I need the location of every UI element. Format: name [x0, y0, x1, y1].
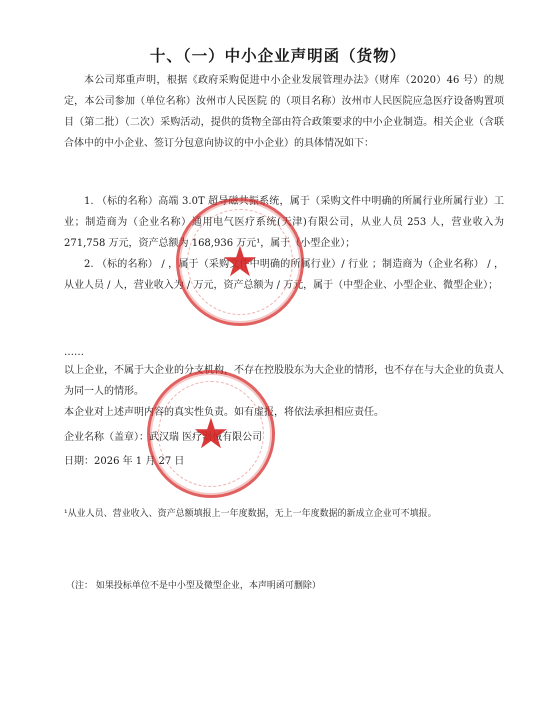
responsibility-line: 本企业对上述声明内容的真实性负责。如有虚报，将依法承担相应责任。 [64, 407, 384, 418]
date-line: 日期：2026 年 1 月 27 日 [64, 456, 185, 467]
item-1: 1. （标的名称）高端 3.0T 超导磁共振系统，属于（采购文件中明确的所属行业所属行业）工业；制造商为（企业名称）通用电气医疗系统(天津)有限公司，从业人员 253 人，营业收入为 271,758 万元，资产总额为 168,936 万元¹，属于（小型企业）； [64, 196, 504, 249]
statement-paragraph: 以上企业，不属于大企业的分支机构，不存在控股股东为大企业的情形，也不存在与大企业的负责人为同一人的情形。 [64, 365, 504, 397]
page-title: 十、（一）中小企业声明函（货物） [149, 46, 407, 65]
company-line: 企业名称（盖章）：武汉瑞 医疗器械有限公司 [64, 432, 263, 443]
footnote: ¹从业人员、营业收入、资产总额填报上一年度数据，无上一年度数据的新成立企业可不填报。 [64, 509, 437, 519]
item-2: 2. （标的名称） / ，属于（采购文件中明确的所属行业）/ 行业 ；制造商为（企业名称） / ，从业人员 / 人，营业收入为 / 万元，资产总额为 / 万元，属于（中型企业、小型企业、微型企业）； [64, 259, 504, 291]
company-seal-stamp [176, 198, 304, 326]
ellipsis: …… [64, 347, 84, 358]
seal-star-icon-bottom: ★ [192, 409, 230, 458]
company-seal-stamp-bottom [147, 370, 275, 498]
intro-paragraph: 本公司郑重声明，根据《政府采购促进中小企业发展管理办法》（财库（2020）46 号）的规定，本公司参加（单位名称）汝州市人民医院 的（项目名称）汝州市人民医院应急医疗设备购置项目（第二批）（二次）采购活动，提供的货物全部由符合政策要求的中小企业制造。相关企业（含联合体中的中小企业、签订分包意向协议的中小企业）的具体情况如下： [64, 75, 504, 149]
seal-star-icon: ★ [221, 237, 259, 286]
remark: （注： 如果投标单位不是中小型及微型企业，本声明函可删除） [66, 581, 321, 591]
